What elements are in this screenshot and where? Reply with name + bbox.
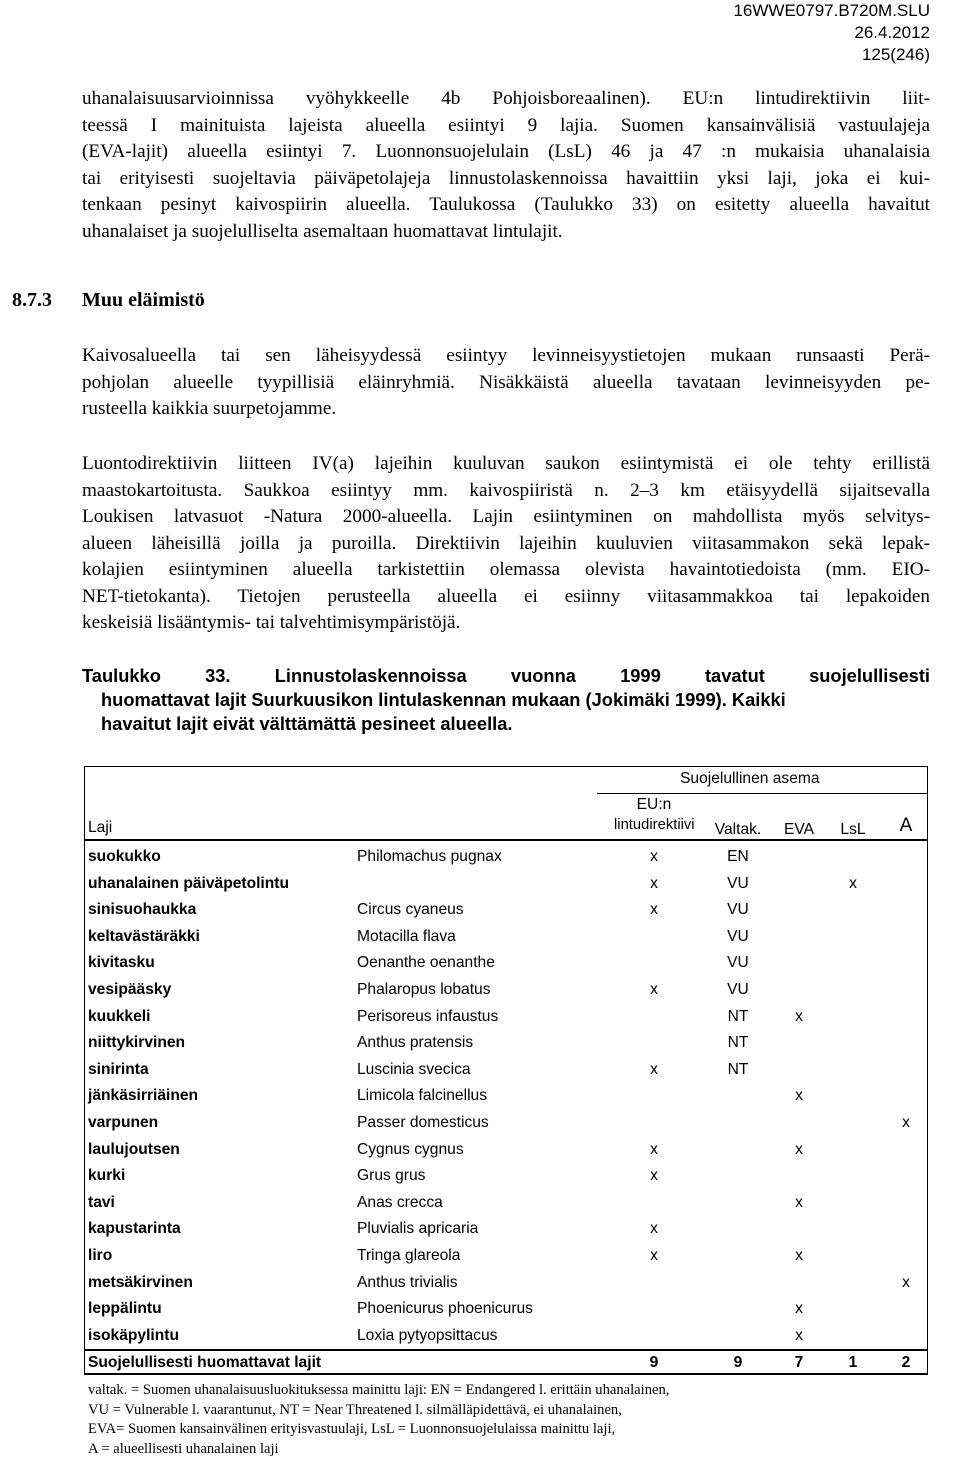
species-name: kuukkeli — [88, 1007, 151, 1025]
text-line: Luontodirektiivin liitteen IV(a) lajeihin kuuluvan saukon esiintymistä ei ole tehty erillistä — [82, 453, 930, 474]
eu-directive-mark: x — [650, 1060, 658, 1078]
column-header-lsl: LsL — [840, 821, 866, 838]
species-latin-name: Perisoreus infaustus — [357, 1007, 499, 1025]
species-name: leppälintu — [88, 1300, 162, 1318]
species-name: varpunen — [88, 1114, 159, 1131]
species-latin-name: Motacilla flava — [357, 927, 456, 945]
column-header-eu-line2: lintudirektiivi — [614, 817, 695, 833]
species-name: vesipääsky — [88, 981, 172, 998]
text-line: uhanalaiset ja suojelulliselta asemaltaan huomattavat lintulajit. — [82, 220, 563, 242]
text-line: kolajien esiintyminen alueella tarkistettiin olemassa olevista havaintotiedoista (mm. EIO- — [82, 559, 930, 580]
page-number: 125(246) — [861, 45, 930, 64]
section-number: 8.7.3 — [12, 289, 52, 311]
species-name: sinirinta — [88, 1060, 149, 1078]
species-name: keltavästäräkki — [88, 927, 200, 945]
national-status: VU — [727, 874, 749, 892]
caption-line: havaitut lajit eivät välttämättä pesineet alueella. — [101, 713, 513, 734]
header-bottom-border — [84, 839, 928, 841]
text-line: Kaivosalueella tai sen läheisyydessä esiintyy levinneisyystietojen mukaan runsaasti Perä- — [82, 345, 930, 366]
species-latin-name: Anthus trivialis — [357, 1273, 458, 1291]
eva-mark: x — [795, 1140, 803, 1158]
total-valtak: 9 — [733, 1354, 743, 1371]
species-name: metsäkirvinen — [88, 1273, 193, 1291]
eu-directive-mark: x — [650, 901, 658, 919]
total-eu: 9 — [649, 1354, 659, 1371]
total-a: 2 — [901, 1354, 911, 1371]
caption-line: huomattavat lajit Suurkuusikon lintulaskennan mukaan (Jokimäki 1999). Kaikki — [101, 689, 786, 710]
text-line: Loukisen latvasuot -Natura 2000-alueella. Lajin esiintyminen on mahdollista myös selvitys- — [82, 506, 930, 527]
national-status: NT — [727, 1034, 749, 1052]
species-latin-name: Circus cyaneus — [357, 901, 464, 919]
species-name: laulujoutsen — [88, 1140, 180, 1158]
national-status: VU — [727, 927, 749, 945]
section-title: Muu eläimistö — [82, 289, 205, 311]
species-latin-name: Luscinia svecica — [357, 1060, 471, 1078]
caption-line: Taulukko 33. Linnustolaskennoissa vuonna 1999 tavatut suojelullisesti — [82, 665, 930, 686]
document-date: 26.4.2012 — [854, 23, 930, 42]
eu-directive-mark: x — [650, 1247, 658, 1264]
column-header-eu-line1: EU:n — [636, 796, 672, 813]
column-header-eva: EVA — [783, 821, 815, 838]
species-latin-name: Tringa glareola — [357, 1247, 461, 1264]
eu-directive-mark: x — [650, 848, 658, 865]
table-notes — [88, 1381, 669, 1459]
species-latin-name: Pluvialis apricaria — [357, 1220, 479, 1238]
eva-mark: x — [795, 1247, 803, 1264]
text-line: alueen läheisillä joilla ja puroilla. Direktiivin lajeihin kuuluvien viitasammakon sekä lepak- — [82, 532, 930, 554]
text-line: tai erityisesti suojeltavia päiväpetolajeja linnustolaskennoissa havaittiin yksi laji, joka ei kui- — [82, 167, 930, 189]
text-line: NET-tietokanta). Tietojen perusteella alueella ei esiinny viitasammakkoa tai lepakoiden — [82, 585, 930, 607]
column-header-a: A — [899, 815, 913, 836]
total-lsl: 1 — [848, 1354, 858, 1371]
species-name: kurki — [88, 1167, 126, 1185]
national-status: NT — [727, 1007, 749, 1025]
eu-directive-mark: x — [650, 981, 658, 998]
group-header-underline — [597, 793, 928, 794]
eu-directive-mark: x — [650, 1167, 658, 1185]
species-name: uhanalainen päiväpetolintu — [88, 874, 290, 892]
regional-threat-mark: x — [902, 1273, 910, 1291]
national-status: EN — [727, 848, 749, 865]
text-line: rusteella kaikkia suurpetojamme. — [82, 398, 337, 419]
text-line: pohjolan alueelle tyypillisiä eläinryhmiä. Nisäkkäistä alueella tavataan levinneisyyden pe- — [82, 371, 930, 393]
table-left-border — [84, 766, 85, 1374]
eu-directive-mark: x — [650, 1220, 658, 1238]
eva-mark: x — [795, 1087, 803, 1105]
species-name: jänkäsirriäinen — [88, 1087, 199, 1105]
text-line: teessä I mainituista lajeista alueella esiintyi 9 lajia. Suomen kansainvälisiä vastuulajeja — [82, 114, 930, 136]
eva-mark: x — [795, 1326, 803, 1344]
species-latin-name: Cygnus cygnus — [357, 1140, 464, 1158]
eva-mark: x — [795, 1007, 803, 1025]
note-line: valtak. = Suomen uhanalaisuusluokituksessa mainittu laji: EN = Endangered l. erittäin uhanalainen, — [88, 1382, 670, 1398]
species-latin-name: Grus grus — [357, 1167, 426, 1185]
group-header: Suojelullinen asema — [680, 770, 820, 787]
eu-directive-mark: x — [650, 1140, 658, 1158]
table-top-border — [84, 766, 928, 767]
species-name: liro — [88, 1247, 113, 1264]
table-bottom-border — [84, 1373, 928, 1375]
text-line: (EVA-lajit) alueella esiintyi 7. Luonnonsuojelulain (LsL) 46 ja 47 :n mukaisia uhanalaisia — [82, 141, 930, 162]
text-line: uhanalaisuusarvioinnissa vyöhykkeelle 4b Pohjoisboreaalinen). EU:n lintudirektiivin liit- — [82, 88, 930, 109]
lsl-mark: x — [849, 874, 857, 892]
species-latin-name: Philomachus pugnax — [357, 848, 502, 865]
species-name: tavi — [88, 1193, 115, 1211]
national-status: VU — [727, 954, 749, 972]
species-name: isokäpylintu — [88, 1326, 179, 1344]
note-line: EVA= Suomen kansainvälinen erityisvastuulaji, LsL = Luonnonsuojelulaissa mainittu laji, — [88, 1421, 616, 1437]
column-header-species: Laji — [88, 819, 113, 836]
document-id: 16WWE0797.B720M.SLU — [733, 1, 930, 20]
eu-directive-mark: x — [650, 874, 658, 892]
column-header-valtak: Valtak. — [714, 821, 762, 838]
species-name: kivitasku — [88, 954, 155, 972]
species-latin-name: Oenanthe oenanthe — [357, 954, 495, 972]
species-latin-name: Limicola falcinellus — [357, 1087, 488, 1105]
species-latin-name: Phalaropus lobatus — [357, 981, 491, 998]
eva-mark: x — [795, 1300, 803, 1318]
text-line: tenkaan pesinyt kaivospiirin alueella. Taulukossa (Taulukko 33) on esitetty alueella havaitut — [82, 194, 930, 215]
species-latin-name: Anthus pratensis — [357, 1034, 474, 1052]
regional-threat-mark: x — [902, 1114, 910, 1131]
national-status: VU — [727, 901, 749, 919]
species-name: suokukko — [88, 848, 161, 865]
eva-mark: x — [795, 1193, 803, 1211]
text-line: maastokartoitusta. Saukkoa esiintyy mm. kaivospiiristä n. 2–3 km etäisyydellä sijaitsevalla — [82, 479, 930, 501]
species-name: sinisuohaukka — [88, 901, 197, 919]
national-status: VU — [727, 981, 749, 998]
species-name: kapustarinta — [88, 1220, 181, 1238]
text-line: keskeisiä lisääntymis- tai talvehtimisympäristöjä. — [82, 612, 461, 633]
species-latin-name: Anas crecca — [357, 1193, 443, 1211]
totals-top-border — [84, 1349, 928, 1351]
species-name: niittykirvinen — [88, 1034, 186, 1052]
species-latin-name: Passer domesticus — [357, 1114, 489, 1131]
note-line: VU = Vulnerable l. vaarantunut, NT = Near Threatened l. silmälläpidettävä, ei uhanalainen, — [88, 1401, 622, 1418]
total-eva: 7 — [794, 1354, 804, 1371]
species-latin-name: Loxia pytyopsittacus — [357, 1326, 498, 1344]
national-status: NT — [727, 1060, 749, 1078]
totals-label: Suojelullisesti huomattavat lajit — [88, 1354, 322, 1371]
species-latin-name: Phoenicurus phoenicurus — [357, 1300, 533, 1318]
note-line: A = alueellisesti uhanalainen laji — [88, 1440, 279, 1457]
